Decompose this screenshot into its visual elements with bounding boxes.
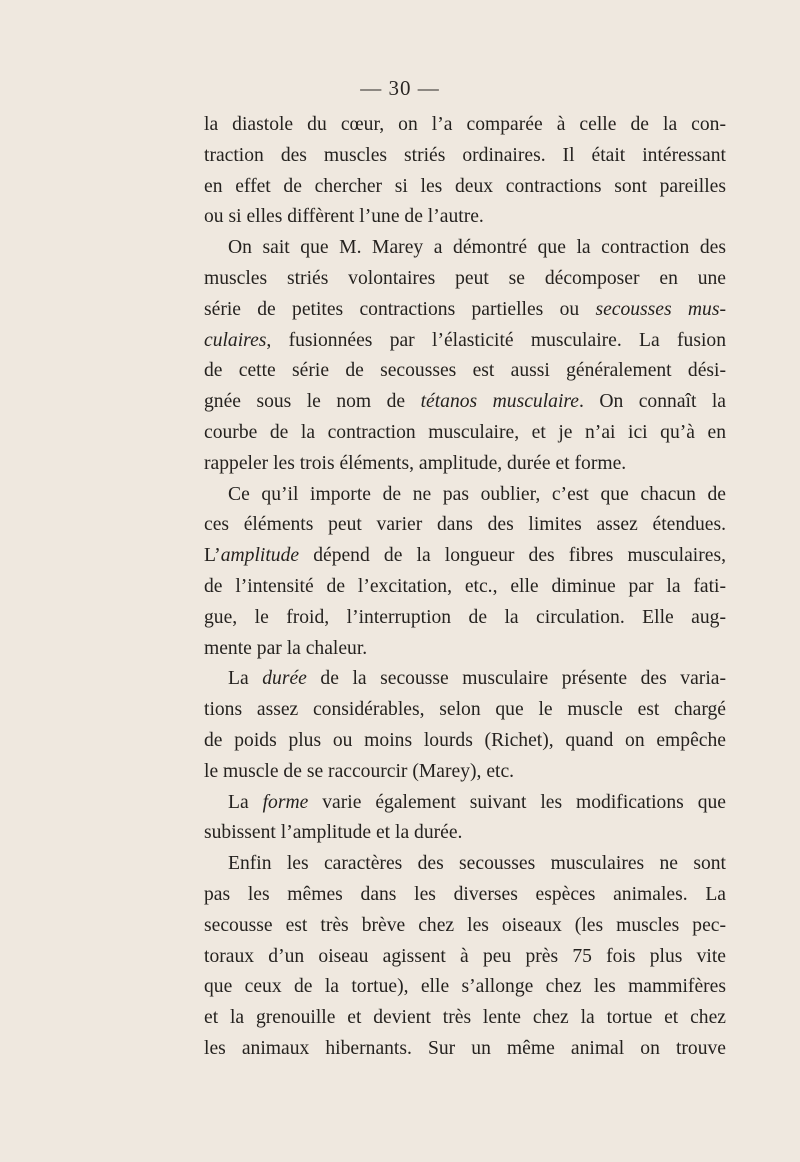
text-line [204, 572, 726, 603]
text-line [204, 849, 726, 880]
text-segment: La [228, 791, 263, 813]
text-segment: tions assez considérables, selon que le muscle est chargé [204, 699, 726, 721]
text-line [204, 603, 726, 634]
text-line [204, 480, 726, 511]
text-segment: Ce qu’il importe de ne pas oublier, c’est que chacun de [228, 483, 726, 505]
text-line [204, 788, 726, 819]
text-segment: , fusionnées par l’élasticité musculaire. La fusion [266, 329, 726, 351]
text-line [204, 295, 726, 326]
text-segment: le muscle de se raccourcir (Marey), etc. [204, 760, 515, 782]
text-line [204, 726, 726, 757]
text-segment: la diastole du cœur, on l’a comparée à celle de la con- [204, 114, 726, 135]
text-segment: série de petites contractions partielles ou [204, 298, 596, 320]
text-segment: courbe de la contraction musculaire, et je n’ai ici qu’à en [204, 421, 726, 443]
text-segment: On sait que M. Marey a démontré que la contraction des [228, 237, 726, 259]
text-line [204, 972, 726, 1003]
text-line [204, 541, 726, 572]
text-line [204, 172, 726, 203]
text-segment: ou si elles diffèrent l’une de l’autre. [204, 206, 484, 228]
text-segment: L’ [204, 545, 221, 567]
text-segment: que ceux de la tortue), elle s’allonge chez les mammifères [204, 976, 726, 998]
text-line [204, 1003, 726, 1034]
text-segment: muscles striés volontaires peut se décomposer en une [204, 267, 726, 289]
text-line [204, 880, 726, 911]
text-line [204, 356, 726, 387]
text-segment: gnée sous le nom de [204, 391, 421, 413]
text-line [204, 449, 726, 480]
text-line [204, 141, 726, 172]
body-text [204, 110, 726, 1065]
text-segment: Enfin les caractères des secousses musculaires ne sont [228, 853, 726, 875]
text-line [204, 911, 726, 942]
text-line [204, 387, 726, 418]
text-segment: les animaux hibernants. Sur un même animal on trouve [204, 1037, 726, 1059]
text-line [204, 664, 726, 695]
text-line [204, 110, 726, 141]
text-segment: et la grenouille et devient très lente chez la tortue et chez [204, 1007, 726, 1029]
text-segment: varie également suivant les modifications que [308, 791, 726, 813]
text-segment: rappeler les trois éléments, amplitude, durée et forme. [204, 452, 627, 474]
text-line [204, 634, 726, 665]
text-segment: subissent l’amplitude et la durée. [204, 822, 463, 844]
italic-term: forme [262, 791, 309, 813]
text-segment: . On connaît la [578, 391, 727, 413]
text-line [204, 510, 726, 541]
text-segment: de la secousse musculaire présente des varia- [306, 668, 726, 690]
text-segment: gue, le froid, l’interruption de la circulation. Elle aug- [204, 606, 726, 628]
italic-term: tétanos musculaire [420, 391, 579, 413]
text-segment: de poids plus ou moins lourds (Richet), quand on empêche [204, 729, 726, 751]
text-segment: ces éléments peut varier dans des limites assez étendues. [204, 514, 726, 536]
italic-term: culaires [204, 329, 267, 351]
text-line [204, 418, 726, 449]
text-segment: toraux d’un oiseau agissent à peu près 75 fois plus vite [204, 945, 726, 967]
page-number: — 30 — [360, 76, 440, 100]
text-line [204, 757, 726, 788]
text-line [204, 264, 726, 295]
text-line [204, 1034, 726, 1065]
text-line [204, 202, 726, 233]
text-segment: de l’intensité de l’excitation, etc., elle diminue par la fati- [204, 575, 726, 597]
text-segment: La [228, 668, 263, 690]
italic-term: amplitude [220, 545, 300, 567]
text-line [204, 695, 726, 726]
text-segment: pas les mêmes dans les diverses espèces animales. La [204, 883, 726, 905]
text-line [204, 818, 726, 849]
text-segment: secousse est très brève chez les oiseaux (les muscles pec- [204, 914, 726, 936]
italic-term: secousses mus- [595, 298, 726, 320]
italic-term: durée [262, 668, 307, 690]
text-line [204, 233, 726, 264]
text-line [204, 326, 726, 357]
text-segment: mente par la chaleur. [204, 637, 368, 659]
text-line [204, 942, 726, 973]
text-segment: en effet de chercher si les deux contractions sont pareilles [204, 175, 726, 197]
text-segment: dépend de la longueur des fibres musculaires, [299, 545, 726, 567]
text-segment: traction des muscles striés ordinaires. Il était intéressant [204, 144, 726, 166]
text-segment: de cette série de secousses est aussi généralement dési- [204, 360, 726, 382]
